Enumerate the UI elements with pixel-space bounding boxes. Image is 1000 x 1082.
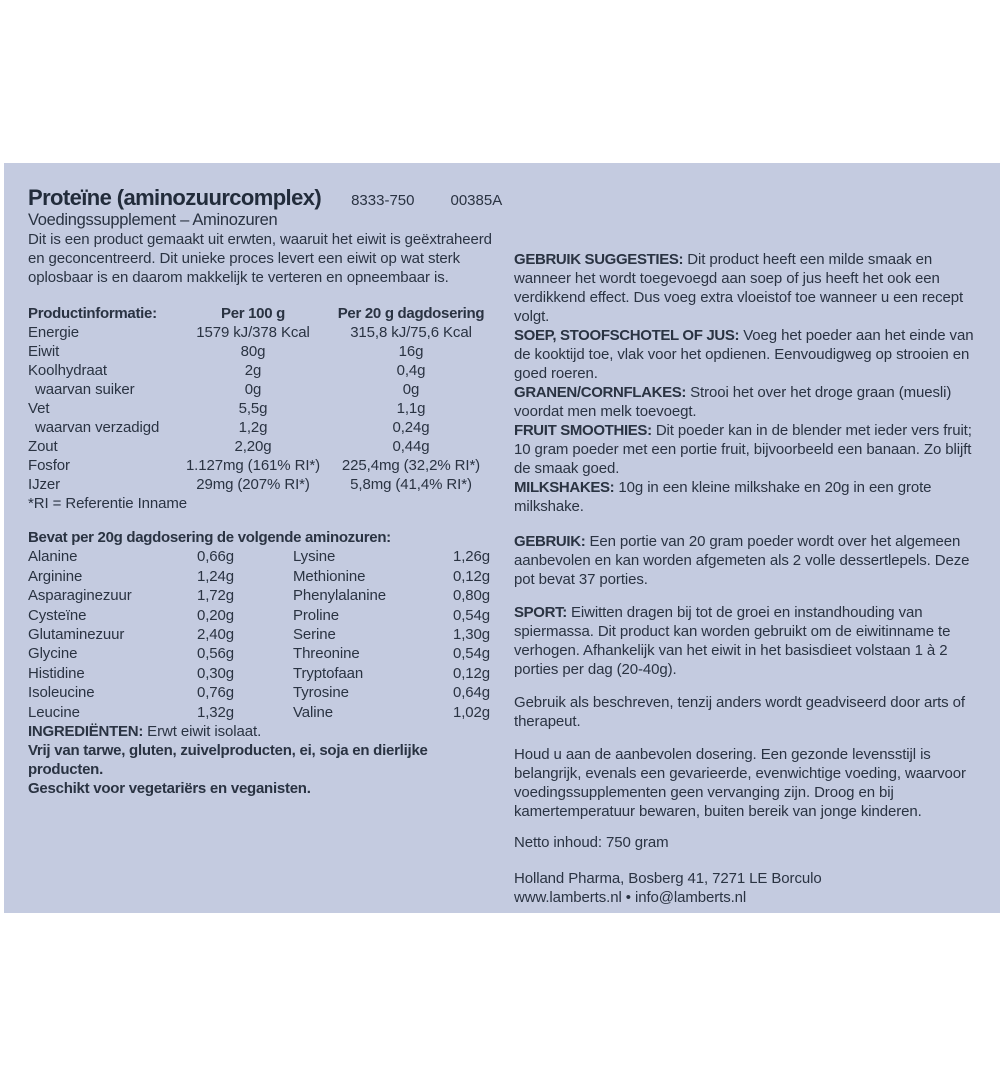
doctor-disclaimer: Gebruik als beschreven, tenzij anders wordt geadviseerd door arts of therapeut. xyxy=(514,694,965,730)
contact-line: www.lamberts.nl • info@lamberts.nl xyxy=(514,889,747,906)
amino-value: 0,76g xyxy=(197,684,235,702)
nutrient-per20: 225,4mg (32,2% RI*) xyxy=(341,457,481,474)
amino-row xyxy=(28,664,498,683)
usage-suggestions-heading: GEBRUIK SUGGESTIES: xyxy=(514,251,684,268)
cereals-text: Strooi het over het droge graan (muesli) voordat men melk toevoegt. xyxy=(514,384,952,420)
smoothies-text: Dit poeder kan in de blender met ieder vers fruit; 10 gram poeder met een portie fruit, bijvoorbeeld een banaan. Zo blijft de smaak goed. xyxy=(514,422,972,477)
nutrition-header-label: Productinformatie: xyxy=(28,305,157,322)
amino-name: Arginine xyxy=(28,567,83,585)
amino-value: 0,54g xyxy=(453,606,491,624)
milkshakes-text: 10g in een kleine milkshake en 20g in een grote milkshake. xyxy=(514,479,932,515)
cereals-heading: GRANEN/CORNFLAKES: xyxy=(514,384,687,401)
milkshakes-section xyxy=(514,478,990,516)
nutrition-header-row xyxy=(28,304,498,323)
soup-heading: SOEP, STOOFSCHOTEL OF JUS: xyxy=(514,327,740,344)
soup-text: Voeg het poeder aan het einde van de kooktijd toe, vlak voor het opdienen. Eenvoudigweg op strooien en goed roeren. xyxy=(514,327,974,382)
amino-value: 2,40g xyxy=(197,626,235,644)
product-label xyxy=(4,163,1000,913)
nutrient-name: IJzer xyxy=(28,476,61,493)
vegetarian-claim: Geschikt voor vegetariërs en veganisten. xyxy=(28,780,311,798)
nutrition-row xyxy=(28,361,498,380)
nutrition-row xyxy=(28,437,498,456)
dosage-heading: GEBRUIK: xyxy=(514,533,586,550)
amino-value: 1,24g xyxy=(197,567,235,585)
dosage-text: Een portie van 20 gram poeder wordt over het algemeen aanbevolen en kan worden afgemeten als 2 volle dessertlepels. Deze pot bevat 37 porties. xyxy=(514,533,970,588)
nutrition-header-per20: Per 20 g dagdosering xyxy=(337,305,485,322)
amino-name: Cysteïne xyxy=(28,606,87,624)
nutrient-per20: 0g xyxy=(402,381,420,398)
amino-name: Threonine xyxy=(293,645,360,663)
amino-value: 0,12g xyxy=(453,664,491,682)
smoothies-section xyxy=(514,421,990,478)
amino-table xyxy=(28,528,498,722)
amino-name: Tryptofaan xyxy=(293,664,364,682)
dosage-disclaimer: Houd u aan de aanbevolen dosering. Een gezonde levensstijl is belangrijk, evenals een gevarieerde, evenwichtige voeding, waarvoor voedingssupplementen geen vervanging zijn. Droog en bij kamertemperatuur bewaren, buiten bereik van jonge kinderen. xyxy=(514,746,966,820)
nutrition-table xyxy=(28,304,498,513)
nutrition-row xyxy=(28,399,498,418)
right-column xyxy=(514,163,990,907)
nutrition-row xyxy=(28,342,498,361)
product-code: 8333-750 xyxy=(351,192,415,209)
amino-value: 1,72g xyxy=(197,587,235,605)
nutrition-row xyxy=(28,475,498,494)
amino-name: Serine xyxy=(293,626,336,644)
amino-name: Alanine xyxy=(28,548,78,566)
sport-heading: SPORT: xyxy=(514,604,567,621)
nutrient-per20: 1,1g xyxy=(396,400,426,417)
amino-name: Isoleucine xyxy=(28,684,95,702)
amino-name: Histidine xyxy=(28,664,85,682)
net-content: Netto inhoud: 750 gram xyxy=(514,834,669,851)
nutrition-header-per100: Per 100 g xyxy=(220,305,285,322)
nutrient-name: waarvan verzadigd xyxy=(35,419,160,436)
amino-name: Lysine xyxy=(293,548,336,566)
usage-suggestions-text: Dit product heeft een milde smaak en wanneer het wordt toegevoegd aan soep of jus heeft het ook een verdikkend effect. Dus voeg extra vloeistof toe wanneer u een recept volgt. xyxy=(514,251,964,325)
sport-text: Eiwitten dragen bij tot de groei en instandhouding van spiermassa. Dit product kan worden gebruikt om de eiwitinname te verhogen. Afhankelijk van het eiwit in het basisdieet volstaan 1 à 2 porties per dag (20-40g). xyxy=(514,604,951,678)
amino-row xyxy=(28,606,498,625)
sport-section xyxy=(514,603,990,679)
manufacturer-address: Holland Pharma, Bosberg 41, 7271 LE Borculo xyxy=(514,870,822,887)
amino-name: Valine xyxy=(293,703,333,721)
nutrient-name: Energie xyxy=(28,324,80,341)
amino-name: Phenylalanine xyxy=(293,587,386,605)
nutrient-name: Vet xyxy=(28,400,50,417)
nutrient-name: Fosfor xyxy=(28,457,70,474)
nutrient-name: waarvan suiker xyxy=(35,381,135,398)
amino-heading: Bevat per 20g dagdosering de volgende aminozuren: xyxy=(28,529,391,546)
amino-name: Glutaminezuur xyxy=(28,626,125,644)
left-column xyxy=(28,163,503,798)
nutrient-per100: 29mg (207% RI*) xyxy=(196,476,310,493)
ri-footnote: *RI = Referentie Inname xyxy=(28,495,188,512)
nutrient-per100: 1579 kJ/378 Kcal xyxy=(196,324,310,341)
amino-name: Asparaginezuur xyxy=(28,587,132,605)
product-title: Proteïne (aminozuurcomplex) xyxy=(28,185,322,210)
amino-value: 1,02g xyxy=(453,703,491,721)
nutrient-per20: 5,8mg (41,4% RI*) xyxy=(350,476,472,493)
amino-value: 0,56g xyxy=(197,645,235,663)
nutrition-row xyxy=(28,323,498,342)
dosage-section xyxy=(514,532,990,589)
batch-code: 00385A xyxy=(450,192,503,209)
nutrient-per20: 0,24g xyxy=(392,419,430,436)
amino-row xyxy=(28,644,498,663)
nutrient-per100: 1,2g xyxy=(238,419,268,436)
nutrient-name: Zout xyxy=(28,438,58,455)
nutrition-row xyxy=(28,456,498,475)
nutrient-name: Eiwit xyxy=(28,343,60,360)
nutrient-per20: 0,44g xyxy=(392,438,430,455)
nutrient-per20: 315,8 kJ/75,6 Kcal xyxy=(350,324,472,341)
amino-value: 0,20g xyxy=(197,606,235,624)
amino-value: 0,66g xyxy=(197,548,235,566)
nutrition-row xyxy=(28,418,498,437)
nutrient-per100: 2g xyxy=(244,362,262,379)
ingredients-label: INGREDIËNTEN: xyxy=(28,723,144,741)
amino-value: 1,26g xyxy=(453,548,491,566)
amino-row xyxy=(28,625,498,644)
milkshakes-heading: MILKSHAKES: xyxy=(514,479,615,496)
free-from-claim: Vrij van tarwe, gluten, zuivelproducten, ei, soja en dierlijke producten. xyxy=(28,742,428,779)
amino-name: Proline xyxy=(293,606,339,624)
amino-name: Glycine xyxy=(28,645,78,663)
usage-suggestions-section xyxy=(514,250,990,326)
amino-row xyxy=(28,586,498,605)
amino-name: Methionine xyxy=(293,567,366,585)
nutrient-per100: 5,5g xyxy=(238,400,268,417)
amino-value: 1,32g xyxy=(197,703,235,721)
amino-row xyxy=(28,703,498,722)
nutrient-per100: 2,20g xyxy=(234,438,272,455)
product-subtitle: Voedingssupplement – Aminozuren xyxy=(28,211,278,229)
nutrient-per100: 0g xyxy=(244,381,262,398)
amino-value: 1,30g xyxy=(453,626,491,644)
amino-name: Tyrosine xyxy=(293,684,349,702)
ingredients-text: Erwt eiwit isolaat. xyxy=(147,723,262,741)
amino-value: 0,12g xyxy=(453,567,491,585)
title-row xyxy=(28,185,503,210)
nutrient-per20: 0,4g xyxy=(396,362,426,379)
amino-row xyxy=(28,683,498,702)
amino-row xyxy=(28,547,498,566)
smoothies-heading: FRUIT SMOOTHIES: xyxy=(514,422,652,439)
amino-name: Leucine xyxy=(28,703,80,721)
amino-value: 0,80g xyxy=(453,587,491,605)
soup-section xyxy=(514,326,990,383)
intro-paragraph: Dit is een product gemaakt uit erwten, waaruit het eiwit is geëxtraheerd en geconcentreerd. Dit unieke proces levert een eiwit op wat sterk oplosbaar is en daarom makkelijk te verteren en opneembaar is. xyxy=(28,231,492,286)
nutrient-per20: 16g xyxy=(398,343,424,360)
nutrient-per100: 80g xyxy=(240,343,266,360)
manufacturer-block xyxy=(514,869,990,907)
amino-value: 0,54g xyxy=(453,645,491,663)
cereals-section xyxy=(514,383,990,421)
nutrient-name: Koolhydraat xyxy=(28,362,107,379)
ingredients-line xyxy=(28,722,498,741)
amino-value: 0,64g xyxy=(453,684,491,702)
nutrient-per100: 1.127mg (161% RI*) xyxy=(185,457,321,474)
amino-row xyxy=(28,567,498,586)
nutrition-row xyxy=(28,380,498,399)
amino-value: 0,30g xyxy=(197,664,235,682)
